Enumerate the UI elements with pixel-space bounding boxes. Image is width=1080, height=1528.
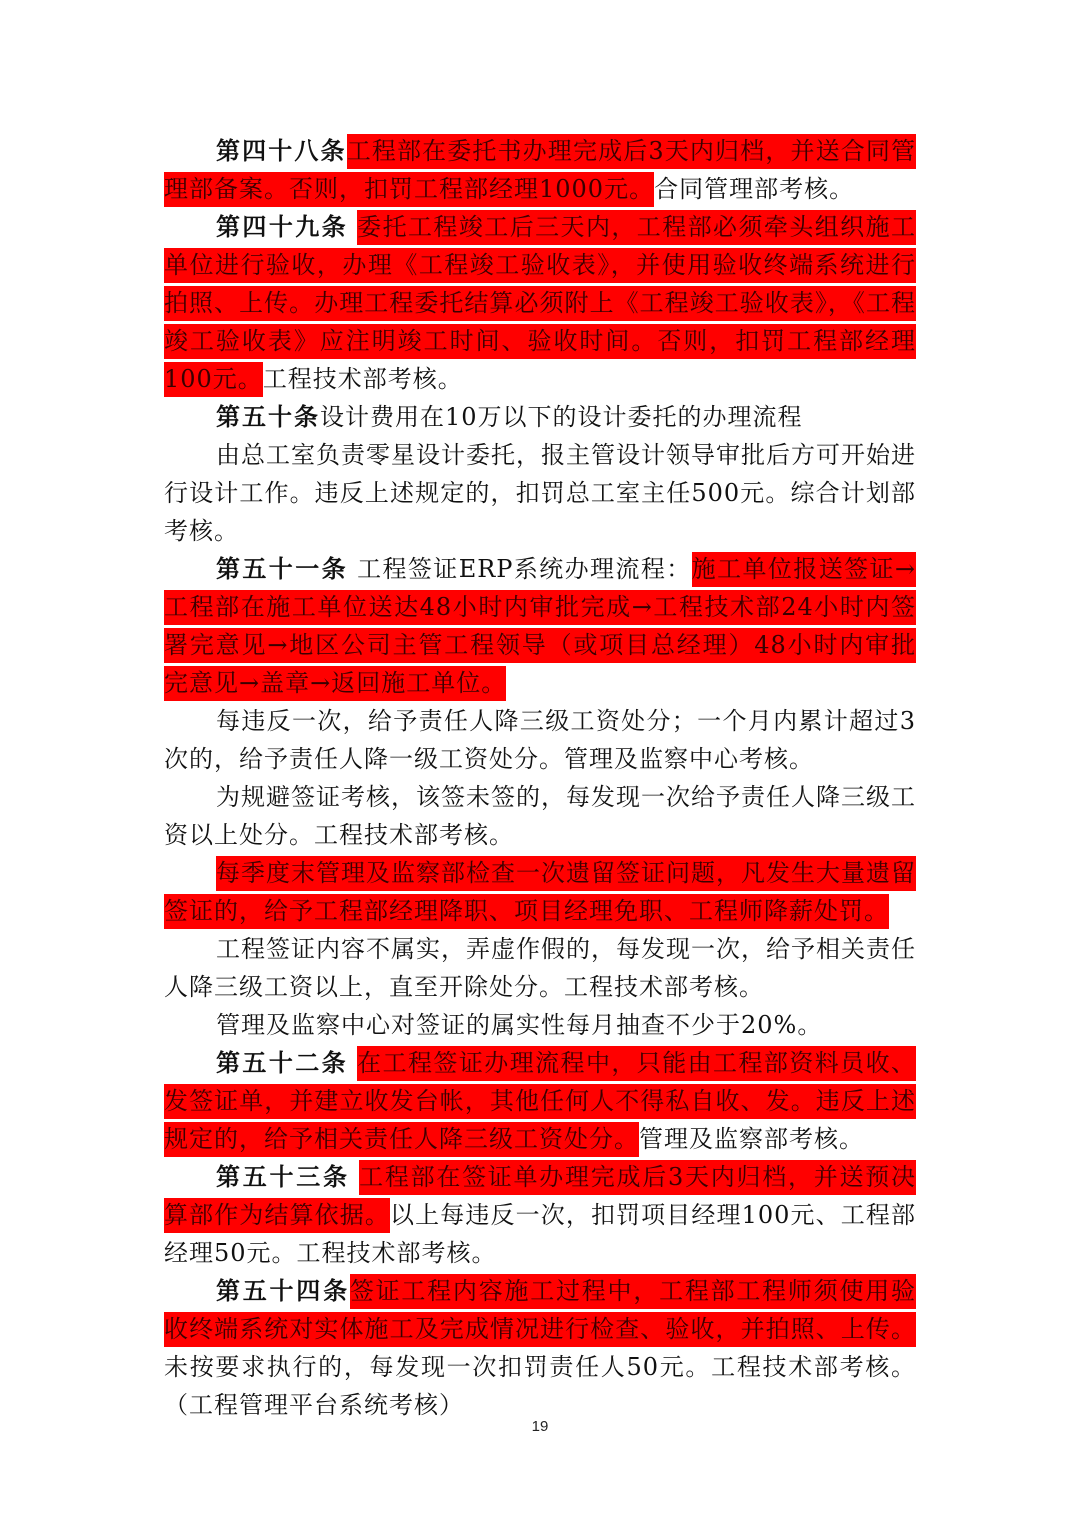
article-50-text: 设计费用在10万以下的设计委托的办理流程 — [320, 403, 803, 431]
article-50-detail-paragraph — [164, 436, 916, 550]
article-51-audit-paragraph — [164, 1006, 916, 1044]
article-51-falsification-paragraph — [164, 930, 916, 1006]
article-49-title: 第四十九条 — [216, 212, 349, 241]
article-52-highlighted-text: 在工程签证办理流程中，只能由工程部资料员收、发签证单，并建立收发台帐，其他任何人不得私自收、发。违反上述规定的，给予相关责任人降三级工资处分。 — [164, 1046, 916, 1157]
article-51-audit-text: 管理及监察中心对签证的属实性每月抽查不少于20%。 — [216, 1011, 823, 1039]
article-51-penalty-text: 每违反一次，给予责任人降三级工资处分；一个月内累计超过3次的，给予责任人降一级工资处分。管理及监察中心考核。 — [164, 707, 916, 773]
article-51-evasion-text: 为规避签证考核，该签未签的，每发现一次给予责任人降三级工资以上处分。工程技术部考核。 — [164, 783, 916, 849]
article-48-highlighted-text: 工程部在委托书办理完成后3天内归档，并送合同管理部备案。否则，扣罚工程部经理1000元。 — [164, 134, 916, 207]
article-54-paragraph — [164, 1272, 916, 1424]
article-49-text: 工程技术部考核。 — [262, 365, 463, 393]
article-51-quarterly-paragraph — [164, 854, 916, 930]
article-53-paragraph — [164, 1158, 916, 1272]
article-54-highlighted-text: 签证工程内容施工过程中，工程部工程师须使用验收终端系统对实体施工及完成情况进行检查、验收，并拍照、上传。 — [164, 1274, 916, 1347]
page-number: 19 — [531, 1418, 549, 1435]
article-48-text: 合同管理部考核。 — [654, 175, 855, 203]
article-50-detail-text: 由总工室负责零星设计委托，报主管设计领导审批后方可开始进行设计工作。违反上述规定的，扣罚总工室主任500元。综合计划部考核。 — [164, 441, 916, 545]
article-53-title: 第五十三条 — [216, 1162, 350, 1191]
article-52-text: 管理及监察部考核。 — [639, 1125, 864, 1153]
article-54-title: 第五十四条 — [216, 1276, 350, 1305]
article-50-paragraph — [164, 398, 916, 436]
article-51-title: 第五十一条 — [216, 554, 349, 583]
article-51-highlighted-text: 施工单位报送签证→工程部在施工单位送达48小时内审批完成→工程技术部24小时内签署完意见→地区公司主管工程领导（或项目总经理）48小时内审批完意见→盖章→返回施工单位。 — [164, 552, 916, 701]
article-49-paragraph — [164, 208, 916, 398]
article-51-penalty-paragraph — [164, 702, 916, 778]
article-53-text: 以上每违反一次，扣罚项目经理100元、工程部经理50元。工程技术部考核。 — [164, 1201, 917, 1267]
article-54-text: 未按要求执行的，每发现一次扣罚责任人50元。工程技术部考核。（工程管理平台系统考核） — [164, 1353, 916, 1419]
article-51-quarterly-highlighted-text: 每季度末管理及监察部检查一次遗留签证问题，凡发生大量遗留签证的，给予工程部经理降职、项目经理免职、工程师降薪处罚。 — [164, 856, 916, 929]
article-51-falsification-text: 工程签证内容不属实，弄虚作假的，每发现一次，给予相关责任人降三级工资以上，直至开除处分。工程技术部考核。 — [164, 935, 916, 1001]
article-53-highlighted-text: 工程部在签证单办理完成后3天内归档，并送预决算部作为结算依据。 — [164, 1160, 916, 1233]
article-49-highlighted-text: 委托工程竣工后三天内，工程部必须牵头组织施工单位进行验收，办理《工程竣工验收表》，并使用验收终端系统进行拍照、上传。办理工程委托结算必须附上《工程竣工验收表》，《工程竣工验收表》应注明竣工时间、验收时间。否则，扣罚工程部经理100元。 — [164, 210, 916, 397]
article-48-title: 第四十八条 — [216, 136, 347, 165]
article-51-evasion-paragraph — [164, 778, 916, 854]
article-50-title: 第五十条 — [216, 402, 320, 431]
article-51-paragraph — [164, 550, 916, 702]
regulation-text-body — [164, 132, 916, 1424]
article-52-paragraph — [164, 1044, 916, 1158]
article-48-paragraph — [164, 132, 916, 208]
article-51-intro-text: 工程签证ERP系统办理流程： — [357, 555, 692, 583]
article-52-title: 第五十二条 — [216, 1048, 349, 1077]
